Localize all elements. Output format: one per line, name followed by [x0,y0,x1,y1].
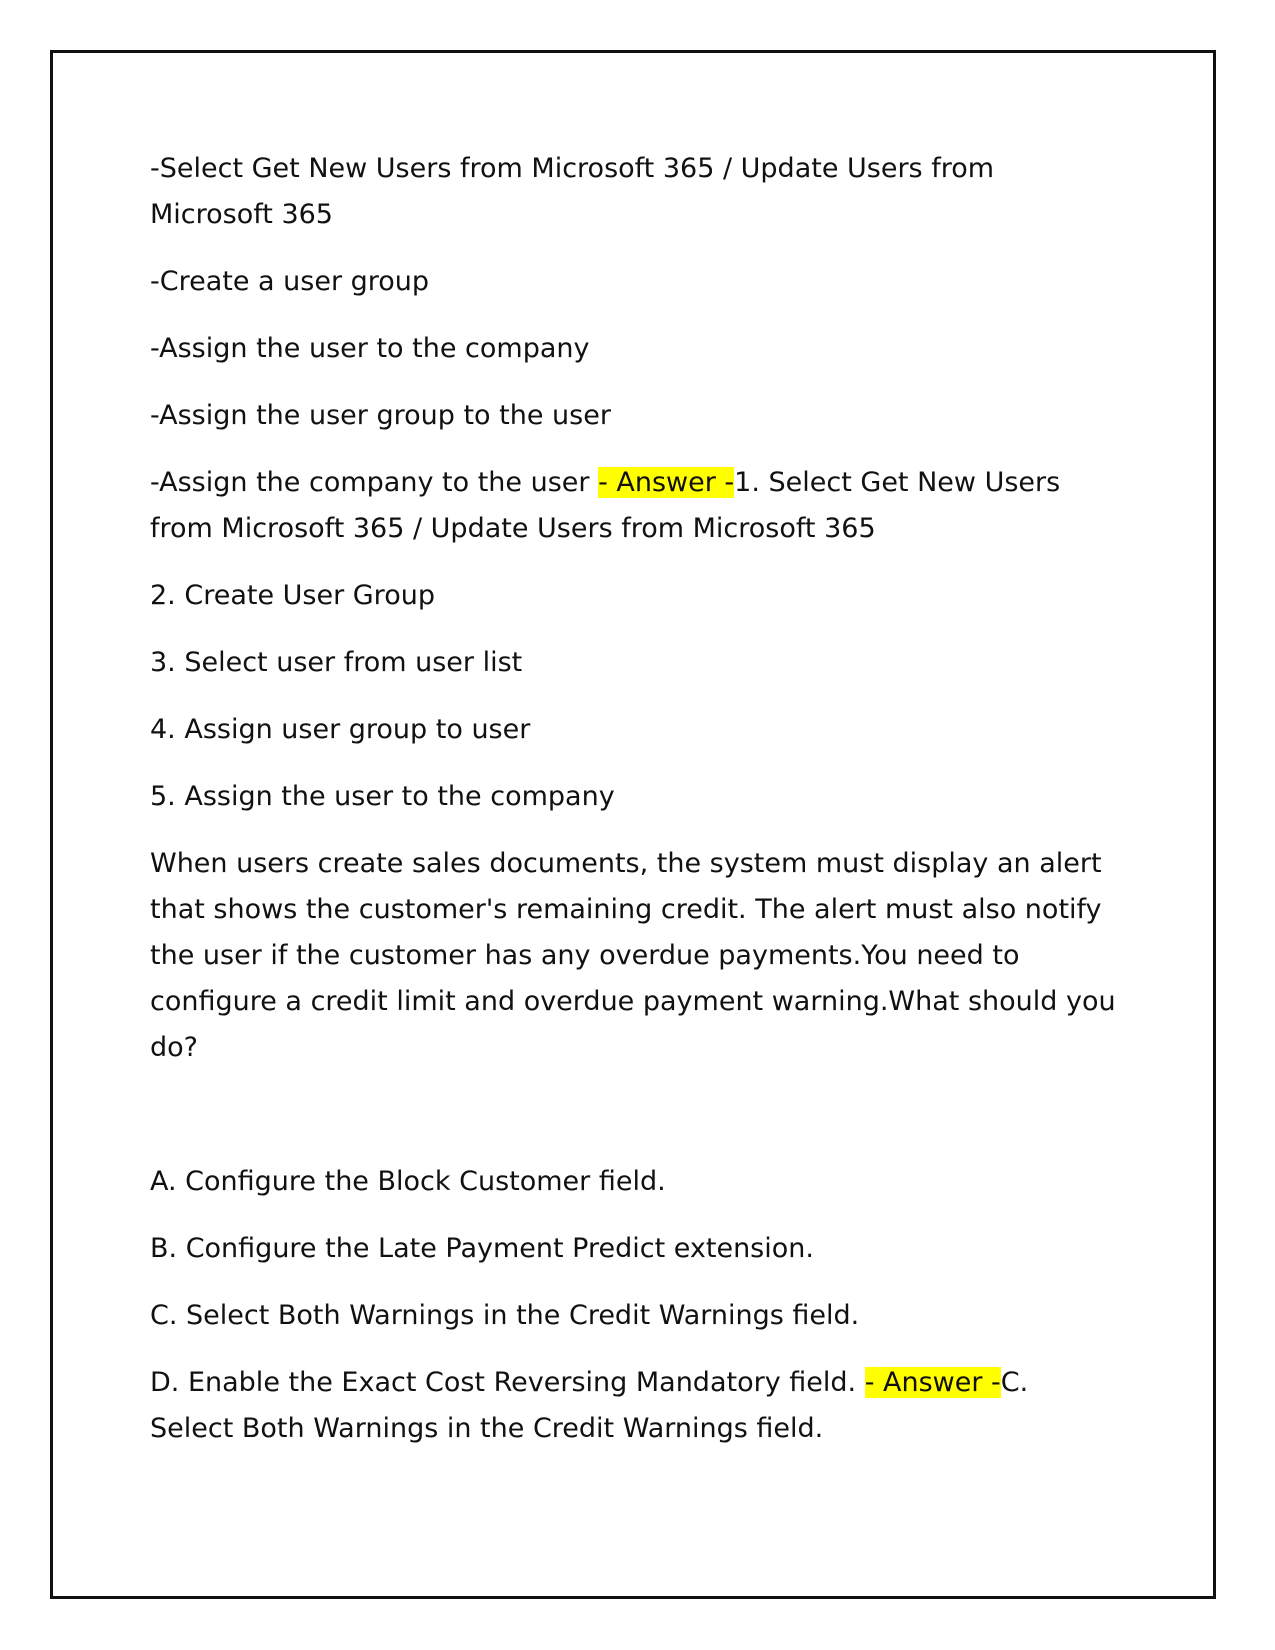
q1-answer-step: 5. Assign the user to the company [150,781,615,812]
q1-option-line-last: -Assign the company to the user [150,467,599,498]
q2-option-last: D. Enable the Exact Cost Reversing Mandatory field. [150,1367,865,1398]
answer-highlight: - Answer - [864,1367,1001,1398]
q2-answer-line [150,1360,1120,1452]
q2-option: A. Configure the Block Customer field. [150,1166,666,1197]
document-body [150,146,1120,1473]
q2-option: C. Select Both Warnings in the Credit Warnings field. [150,1300,860,1331]
answer-highlight: - Answer - [598,467,735,498]
q1-answer-line [150,460,1120,552]
q2-option: B. Configure the Late Payment Predict extension. [150,1233,814,1264]
q1-option-line: -Assign the user group to the user [150,400,611,431]
q1-answer-step: 4. Assign user group to user [150,714,531,745]
q1-answer-step: 2. Create User Group [150,580,435,611]
q1-answer-step-1: 1. Select Get New Users from Microsoft 365 / Update Users from Microsoft 365 [150,467,1061,544]
q1-answer-step: 3. Select user from user list [150,647,523,678]
q1-option-line: -Select Get New Users from Microsoft 365 / Update Users from Microsoft 365 [150,153,995,230]
q2-question: When users create sales documents, the system must display an alert that shows the customer's remaining credit. The alert must also notify the user if the customer has any overdue payments.You need to configure a credit limit and overdue payment warning.What should you do? [150,848,1116,1063]
q1-option-line: -Assign the user to the company [150,333,590,364]
q1-option-line: -Create a user group [150,266,430,297]
q2-answer-text: C. Select Both Warnings in the Credit Warnings field. [150,1367,1029,1444]
